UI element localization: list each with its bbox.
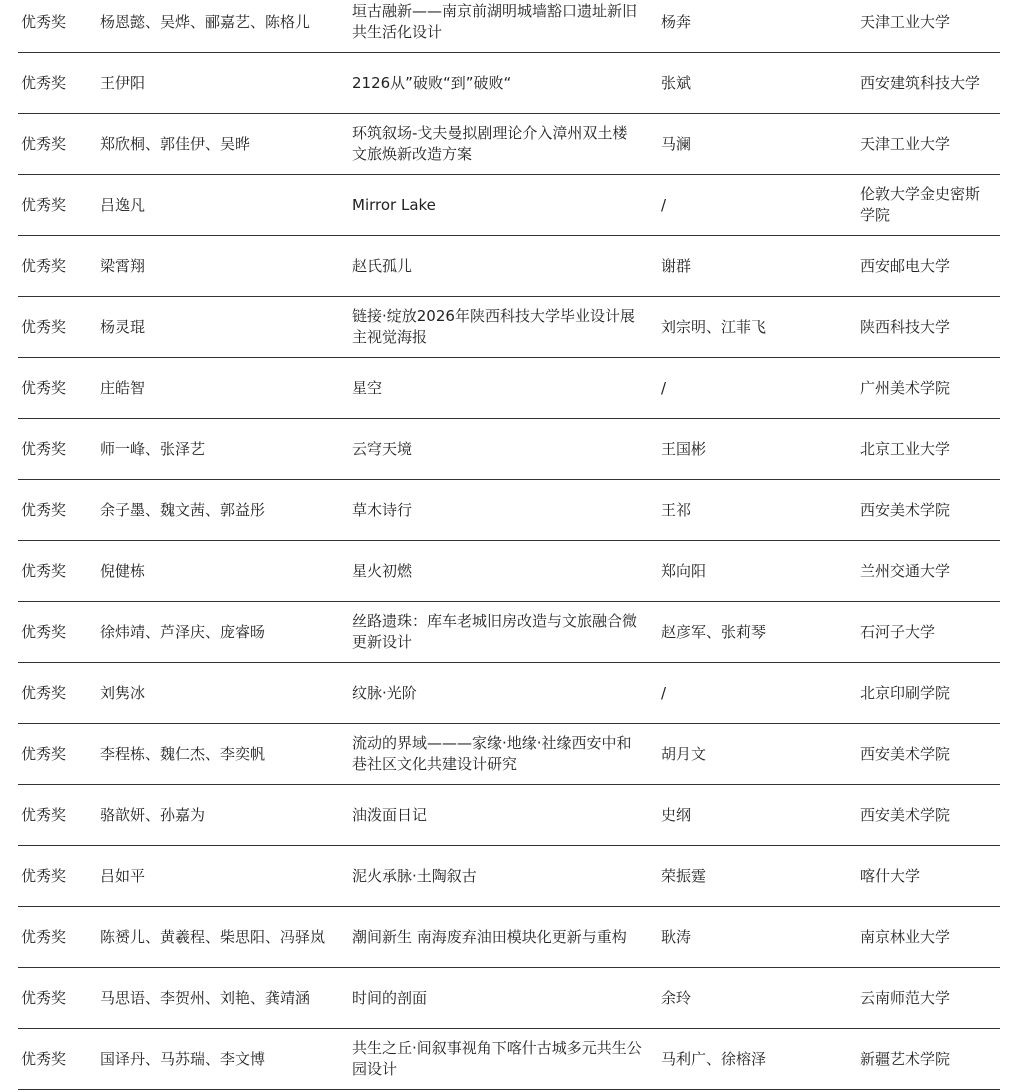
school-cell: 新疆艺术学院	[860, 1049, 951, 1068]
work-title-cell: 云穹天境	[352, 439, 413, 458]
school-cell: 西安建筑科技大学	[860, 73, 981, 92]
tutor-cell: 马利广、徐榕泽	[661, 1049, 767, 1068]
work-title-cell: 丝路遗珠：库车老城旧房改造与文旅融合微更新设计	[352, 612, 638, 651]
work-title-cell: 时间的剖面	[352, 988, 428, 1007]
work-title-cell: 垣古融新——南京前湖明城墙豁口遗址新旧共生活化设计	[352, 2, 638, 41]
table-row	[18, 419, 1000, 480]
tutor-cell: 刘宗明、江菲飞	[661, 317, 767, 336]
table-row	[18, 1029, 1000, 1090]
table-row	[18, 114, 1000, 175]
award-cell: 优秀奖	[21, 805, 67, 824]
school-cell: 陕西科技大学	[860, 317, 951, 336]
table-row	[18, 907, 1000, 968]
table-row	[18, 480, 1000, 541]
authors-cell: 郑欣桐、郭佳伊、吴晔	[100, 134, 251, 153]
authors-cell: 吕逸凡	[100, 195, 146, 214]
tutor-cell: 史纲	[661, 805, 692, 824]
award-cell: 优秀奖	[21, 927, 67, 946]
tutor-cell: 张斌	[661, 73, 692, 92]
award-cell: 优秀奖	[21, 73, 67, 92]
award-cell: 优秀奖	[21, 256, 67, 275]
authors-cell: 杨灵琨	[100, 317, 146, 336]
award-cell: 优秀奖	[21, 744, 67, 763]
school-cell: 北京工业大学	[860, 439, 951, 458]
authors-cell: 陈赟儿、黄羲程、柴思阳、冯驿岚	[100, 927, 326, 946]
authors-cell: 刘隽冰	[100, 683, 146, 702]
work-title-cell: 潮间新生 南海废弃油田模块化更新与重构	[352, 927, 627, 946]
award-cell: 优秀奖	[21, 561, 67, 580]
school-cell: 西安美术学院	[860, 500, 951, 519]
tutor-cell: /	[661, 378, 667, 397]
authors-cell: 余子墨、魏文茜、郭益彤	[100, 500, 266, 519]
tutor-cell: 余玲	[661, 988, 692, 1007]
tutor-cell: 马澜	[661, 134, 692, 153]
work-title-cell: 共生之丘·间叙事视角下喀什古城多元共生公园设计	[352, 1039, 642, 1078]
award-cell: 优秀奖	[21, 683, 67, 702]
table-row	[18, 175, 1000, 236]
authors-cell: 杨恩懿、吴烨、郦嘉艺、陈格儿	[100, 12, 311, 31]
school-cell: 喀什大学	[860, 866, 921, 885]
authors-cell: 吕如平	[100, 866, 146, 885]
school-cell: 西安美术学院	[860, 744, 951, 763]
school-cell: 北京印刷学院	[860, 683, 951, 702]
work-title-cell: 2126从”破败“到”破败“	[352, 73, 512, 92]
work-title-cell: 草木诗行	[352, 500, 413, 519]
authors-cell: 骆歆妍、孙嘉为	[100, 805, 206, 824]
award-cell: 优秀奖	[21, 988, 67, 1007]
work-title-cell: 油泼面日记	[352, 805, 428, 824]
school-cell: 天津工业大学	[860, 12, 951, 31]
table-row	[18, 602, 1000, 663]
tutor-cell: 郑向阳	[661, 561, 707, 580]
award-cell: 优秀奖	[21, 439, 67, 458]
award-cell: 优秀奖	[21, 134, 67, 153]
tutor-cell: 王祁	[661, 500, 692, 519]
tutor-cell: 杨奔	[661, 12, 692, 31]
school-cell: 南京林业大学	[860, 927, 951, 946]
award-cell: 优秀奖	[21, 866, 67, 885]
work-title-cell: 环筑叙场-戈夫曼拟剧理论介入漳州双土楼文旅焕新改造方案	[352, 124, 628, 163]
tutor-cell: 赵彦军、张莉琴	[661, 622, 767, 641]
authors-cell: 倪健栋	[100, 561, 146, 580]
award-cell: 优秀奖	[21, 12, 67, 31]
tutor-cell: /	[661, 195, 667, 214]
work-title-cell: 赵氏孤儿	[352, 256, 413, 275]
table-row	[18, 846, 1000, 907]
school-cell: 西安邮电大学	[860, 256, 951, 275]
school-cell: 西安美术学院	[860, 805, 951, 824]
awards-table	[18, 0, 1000, 1090]
award-cell: 优秀奖	[21, 1049, 67, 1068]
award-cell: 优秀奖	[21, 317, 67, 336]
school-cell: 兰州交通大学	[860, 561, 951, 580]
school-cell: 广州美术学院	[860, 378, 951, 397]
table-row	[18, 236, 1000, 297]
authors-cell: 梁霄翔	[100, 256, 146, 275]
table-row	[18, 358, 1000, 419]
table-row	[18, 541, 1000, 602]
tutor-cell: 谢群	[661, 256, 692, 275]
award-cell: 优秀奖	[21, 378, 67, 397]
table-row	[18, 0, 1000, 53]
table-row	[18, 724, 1000, 785]
work-title-cell: 星空	[352, 378, 383, 397]
school-cell: 云南师范大学	[860, 988, 951, 1007]
tutor-cell: 王国彬	[661, 439, 707, 458]
work-title-cell: 纹脉·光阶	[352, 683, 417, 702]
authors-cell: 庄皓智	[100, 378, 146, 397]
tutor-cell: 胡月文	[661, 744, 707, 763]
authors-cell: 李程栋、魏仁杰、李奕帆	[100, 744, 266, 763]
table-row	[18, 663, 1000, 724]
authors-cell: 徐炜靖、芦泽庆、庞睿旸	[100, 622, 266, 641]
tutor-cell: 耿涛	[661, 927, 692, 946]
work-title-cell: 泥火承脉·土陶叙古	[352, 866, 477, 885]
table-row	[18, 968, 1000, 1029]
table-row	[18, 785, 1000, 846]
work-title-cell: 星火初燃	[352, 561, 413, 580]
authors-cell: 师一峰、张泽艺	[100, 439, 206, 458]
work-title-cell: 链接·绽放2026年陕西科技大学毕业设计展主视觉海报	[352, 307, 635, 346]
award-cell: 优秀奖	[21, 195, 67, 214]
school-cell: 伦敦大学金史密斯学院	[860, 185, 981, 224]
school-cell: 天津工业大学	[860, 134, 951, 153]
table-row	[18, 53, 1000, 114]
tutor-cell: 荣振霆	[661, 866, 707, 885]
school-cell: 石河子大学	[860, 622, 936, 641]
work-title-cell: Mirror Lake	[352, 195, 436, 214]
table-row	[18, 297, 1000, 358]
tutor-cell: /	[661, 683, 667, 702]
authors-cell: 王伊阳	[100, 73, 146, 92]
authors-cell: 马思语、李贺州、刘艳、龚靖涵	[100, 988, 311, 1007]
award-cell: 优秀奖	[21, 622, 67, 641]
work-title-cell: 流动的界域———家缘·地缘·社缘西安中和巷社区文化共建设计研究	[352, 734, 632, 773]
award-cell: 优秀奖	[21, 500, 67, 519]
authors-cell: 国译丹、马苏瑞、李文博	[100, 1049, 266, 1068]
